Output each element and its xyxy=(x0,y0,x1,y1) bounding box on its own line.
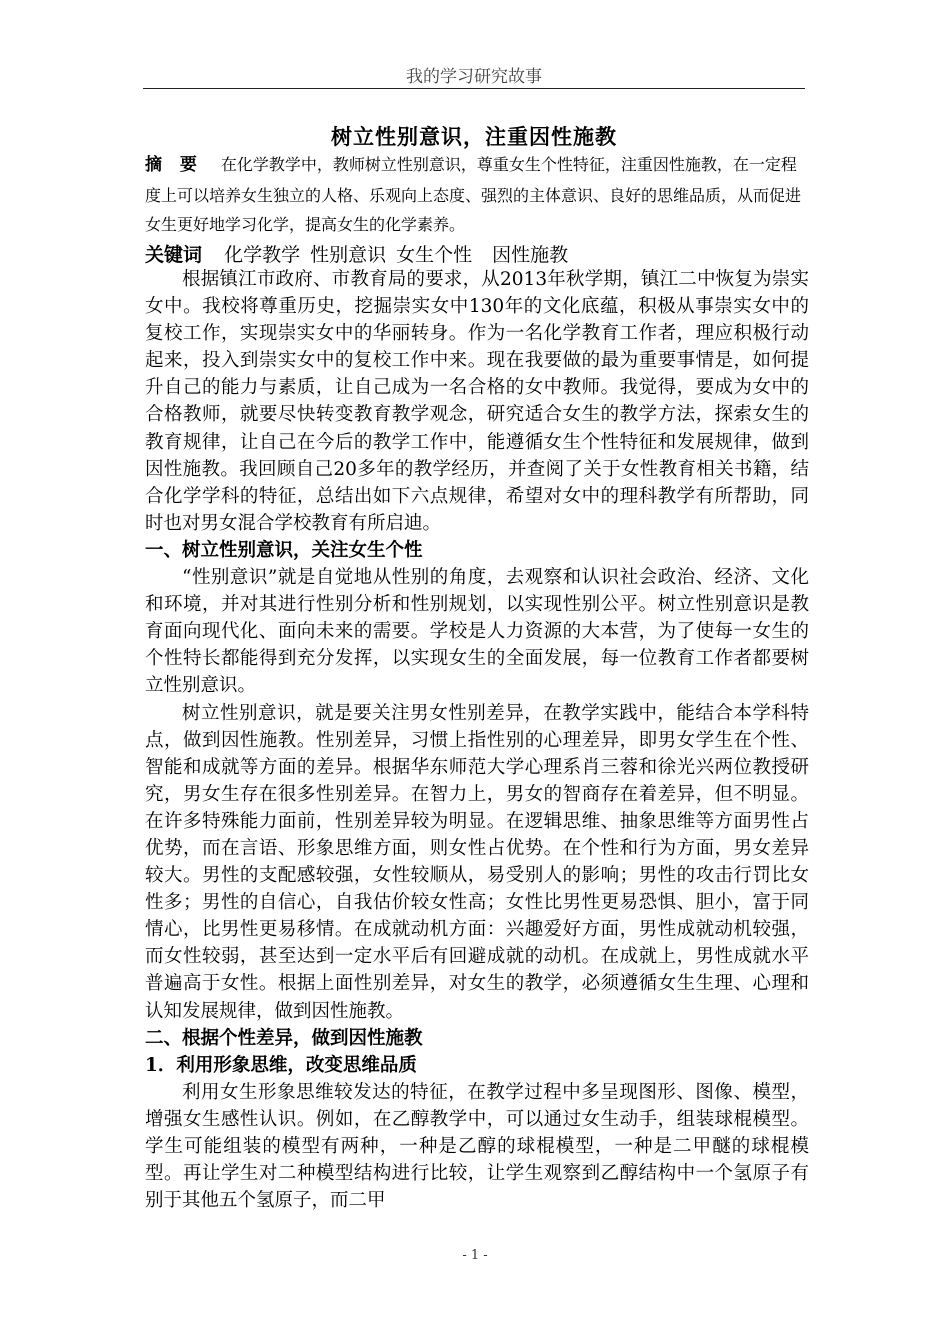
abstract-text: 在化学教学中，教师树立性别意识，尊重女生个性特征，注重因性施教，在一定程度上可以培养女生独立的人格、乐观向上态度、强烈的主体意识、良好的思维品质，从而促进女生更好地学习化学，提高女生的化学素养。 xyxy=(145,155,802,234)
abstract xyxy=(145,150,807,240)
header-rule xyxy=(143,88,805,89)
section1-paragraph-2: 树立性别意识，就是要关注男女性别差异，在教学实践中，能结合本学科特点，做到因性施教。性别差异，习惯上指性别的心理差异，即男女学生在个性、智能和成就等方面的差异。根据华东师范大学心理系肖三蓉和徐光兴两位教授研究，男女生存在很多性别差异。在智力上，男女的智商存在着差异，但不明显。在许多特殊能力面前，性别差异较为明显。在逻辑思维、抽象思维等方面男性占优势，而在言语、形象思维方面，则女性占优势。在个性和行为方面，男女差异较大。男性的支配感较强，女性较顺从，易受别人的影响；男性的攻击行罚比女性多；男性的自信心，自我估价较女性高；女性比男性更易恐惧、胆小，富于同情心，比男性更易移情。在成就动机方面：兴趣爱好方面，男性成就动机较强，而女性较弱，甚至达到一定水平后有回避成就的动机。在成就上，男性成就水平普遍高于女性。根据上面性别差异，对女生的教学，必须遵循女生生理、心理和认知发展规律，做到因性施教。 xyxy=(145,702,809,1022)
subsection2-1-paragraph-1: 利用女生形象思维较发达的特征，在教学过程中多呈现图形、图像、模型，增强女生感性认识。例如，在乙醇教学中，可以通过女生动手，组装球棍模型。学生可能组装的模型有两种，一种是乙醇的球棍模型，一种是二甲醚的球棍模型。再让学生对二种模型结构进行比较，让学生观察到乙醇结构中一个氢原子有别于其他五个氢原子，而二甲 xyxy=(145,1081,809,1212)
abstract-label: 摘 要 xyxy=(145,155,203,175)
keyword: 女生个性 xyxy=(396,244,473,266)
running-header: 我的学习研究故事 xyxy=(406,67,542,87)
keyword: 性别意识 xyxy=(310,244,387,266)
section1-paragraph-1: “性别意识”就是自觉地从性别的角度，去观察和认识社会政治、经济、文化和环境，并对其进行性别分析和性别规划，以实现性别公平。树立性别意识是教育面向现代化、面向未来的需要。学校是人力资源的大本营，为了使每一女生的个性特长都能得到充分发挥，以实现女生的全面发展，每一位教育工作者都要树立性别意识。 xyxy=(145,567,809,697)
article-title: 树立性别意识，注重因性施教 xyxy=(331,124,617,149)
keyword: 因性施教 xyxy=(492,244,569,266)
subsection-heading-2-1: 1．利用形象思维，改变思维品质 xyxy=(145,1054,417,1076)
keywords-label: 关键词 xyxy=(145,244,203,266)
section-heading-2: 二、根据个性差异，做到因性施教 xyxy=(145,1027,423,1049)
keyword: 化学教学 xyxy=(224,244,301,266)
article-body xyxy=(145,266,809,1214)
page-number: - 1 - xyxy=(462,1248,488,1263)
intro-paragraph: 根据镇江市政府、市教育局的要求，从2013年秋学期，镇江二中恢复为崇实女中。我校将尊重历史，挖掘崇实女中130年的文化底蕴，积极从事崇实女中的复校工作，实现崇实女中的华丽转身。作为一名化学教育工作者，理应积极行动起来，投入到崇实女中的复校工作中来。现在我要做的最为重要事情是，如何提升自己的能力与素质，让自己成为一名合格的女中教师。我觉得，要成为女中的合格教师，就要尽快转变教育教学观念，研究适合女生的教学方法，探索女生的教育规律，让自己在今后的教学工作中，能遵循女生个性特征和发展规律，做到因性施教。我回顾自己20多年的教学经历，并查阅了关于女性教育相关书籍，结合化学学科的特征，总结出如下六点规律，希望对女中的理科教学有所帮助，同时也对男女混合学校教育有所启迪。 xyxy=(145,269,809,534)
section-heading-1: 一、树立性别意识，关注女生个性 xyxy=(145,539,423,561)
